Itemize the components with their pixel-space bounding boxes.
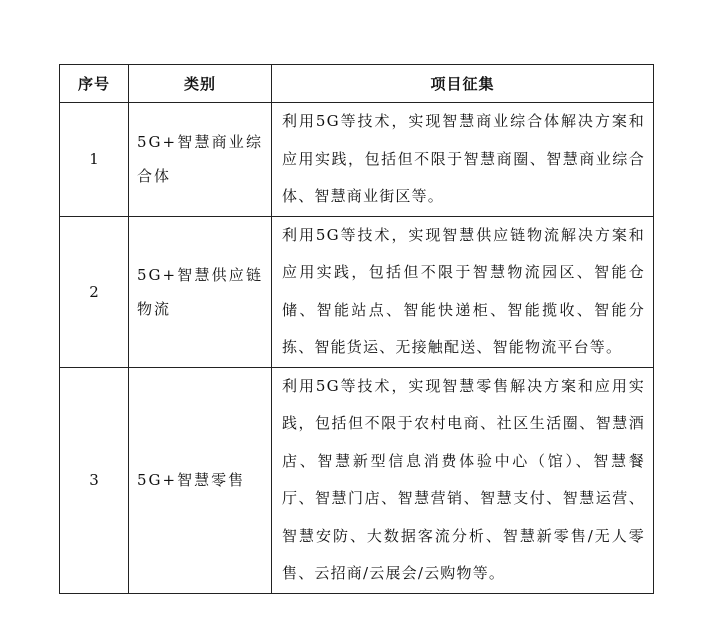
project-table: [59, 64, 654, 594]
table-row: [60, 216, 654, 367]
row-seq: 2: [60, 216, 129, 367]
header-category: 类别: [129, 65, 272, 103]
row-category: 5G+智慧零售: [129, 367, 272, 593]
row-projects: 利用5G等技术，实现智慧供应链物流解决方案和应用实践，包括但不限于智慧物流园区、智能仓储、智能站点、智能快递柜、智能揽收、智能分拣、智能货运、无接触配送、智能物流平台等。: [272, 216, 654, 367]
header-seq: 序号: [60, 65, 129, 103]
row-projects: 利用5G等技术，实现智慧商业综合体解决方案和应用实践，包括但不限于智慧商圈、智慧商业综合体、智慧商业街区等。: [272, 103, 654, 217]
header-projects: 项目征集: [272, 65, 654, 103]
table-row: [60, 367, 654, 593]
row-seq: 1: [60, 103, 129, 217]
row-category: 5G+智慧商业综合体: [129, 103, 272, 217]
row-projects: 利用5G等技术，实现智慧零售解决方案和应用实践，包括但不限于农村电商、社区生活圈、智慧酒店、智慧新型信息消费体验中心（馆）、智慧餐厅、智慧门店、智慧营销、智慧支付、智慧运营、智慧安防、大数据客流分析、智慧新零售/无人零售、云招商/云展会/云购物等。: [272, 367, 654, 593]
row-category: 5G+智慧供应链物流: [129, 216, 272, 367]
header-row: [60, 65, 654, 103]
table-row: [60, 103, 654, 217]
row-seq: 3: [60, 367, 129, 593]
